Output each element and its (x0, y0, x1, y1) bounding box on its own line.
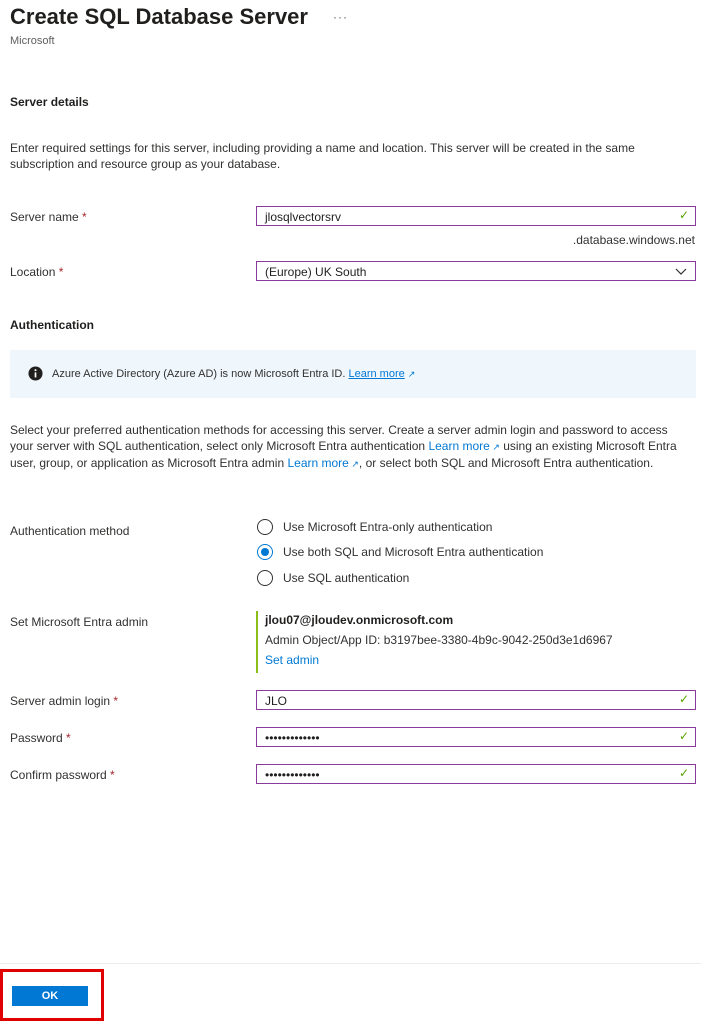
server-details-description: Enter required settings for this server, including providing a name and location. This server will be created in the same subscription and resource group as your database. (10, 141, 635, 171)
entra-admin-panel (256, 611, 688, 673)
password-label (10, 731, 71, 745)
admin-login-label-text: Server admin login (10, 694, 111, 708)
footer-divider (0, 963, 701, 964)
set-admin-link[interactable]: Set admin (265, 653, 320, 667)
required-asterisk: * (58, 265, 64, 279)
auth-method-label: Authentication method (10, 524, 130, 538)
password-value[interactable]: ••••••••••••• (265, 731, 320, 745)
radio-entra-only-label[interactable]: Use Microsoft Entra-only authentication (283, 520, 493, 534)
required-asterisk: * (113, 694, 119, 708)
server-name-suffix: .database.windows.net (572, 233, 695, 247)
external-link-icon: ↗ (348, 459, 359, 469)
server-details-heading: Server details (10, 95, 89, 109)
valid-check-icon: ✓ (678, 729, 689, 743)
password-input[interactable] (256, 727, 696, 747)
server-name-label (10, 210, 87, 224)
ok-button[interactable]: OK (12, 986, 88, 1006)
admin-login-label (10, 694, 118, 708)
page-title: Create SQL Database Server (10, 4, 308, 29)
confirm-password-label-text: Confirm password (10, 768, 107, 782)
learn-more-link-entra-only[interactable]: Learn more (428, 439, 490, 453)
confirm-password-label (10, 768, 115, 782)
chevron-down-icon[interactable] (675, 265, 687, 277)
radio-sql-only-circle[interactable] (257, 570, 273, 586)
location-value[interactable]: (Europe) UK South (265, 265, 367, 279)
auth-description (10, 422, 694, 472)
radio-entra-only-circle[interactable] (257, 519, 273, 535)
location-label-text: Location (10, 265, 56, 279)
admin-login-value[interactable]: JLO (265, 694, 288, 708)
server-name-input[interactable] (256, 206, 696, 226)
radio-sql-and-entra-circle[interactable] (257, 544, 273, 560)
valid-check-icon: ✓ (678, 692, 689, 706)
confirm-password-value[interactable]: ••••••••••••• (265, 768, 320, 782)
entra-admin-label: Set Microsoft Entra admin (10, 615, 149, 629)
confirm-password-input[interactable] (256, 764, 696, 784)
banner-learn-more-link[interactable]: Learn more (348, 368, 405, 380)
banner-message (52, 368, 415, 380)
admin-login-input[interactable] (256, 690, 696, 710)
page-subtitle: Microsoft (10, 35, 55, 47)
banner-text: Azure Active Directory (Azure AD) is now Microsoft Entra ID. (52, 368, 346, 380)
auth-description-part3: , or select both SQL and Microsoft Entra authentication. (358, 456, 654, 470)
more-actions-button[interactable]: ··· (333, 10, 348, 24)
password-label-text: Password (10, 731, 63, 745)
external-link-icon: ↗ (407, 369, 416, 379)
auth-description-part2: using an existing Microsoft Entra user, group, or application as Microsoft Entra admin (10, 439, 677, 470)
radio-sql-and-entra-label[interactable]: Use both SQL and Microsoft Entra authentication (283, 545, 544, 559)
valid-check-icon: ✓ (678, 766, 689, 780)
required-asterisk: * (66, 731, 71, 745)
auth-description-part1: Select your preferred authentication methods for accessing this server. Create a server admin login and password to access your server with SQL authentication, select only Microsoft Entra authentication (10, 423, 668, 453)
server-name-label-text: Server name (10, 210, 79, 224)
info-icon (28, 366, 43, 381)
required-asterisk: * (82, 210, 87, 224)
entra-info-banner (10, 350, 696, 398)
learn-more-link-entra-admin[interactable]: Learn more (287, 456, 349, 470)
location-label (10, 265, 63, 279)
required-asterisk: * (110, 768, 115, 782)
entra-admin-email: jlou07@jloudev.onmicrosoft.com (265, 613, 454, 627)
external-link-icon: ↗ (489, 442, 500, 452)
authentication-heading: Authentication (10, 318, 94, 332)
radio-sql-only-label[interactable]: Use SQL authentication (283, 571, 410, 585)
server-name-value[interactable]: jlosqlvectorsrv (265, 210, 342, 224)
entra-admin-object-id: Admin Object/App ID: b3197bee-3380-4b9c-9042-250d3e1d6967 (265, 633, 613, 647)
location-dropdown[interactable] (256, 261, 696, 281)
valid-check-icon: ✓ (678, 208, 689, 222)
